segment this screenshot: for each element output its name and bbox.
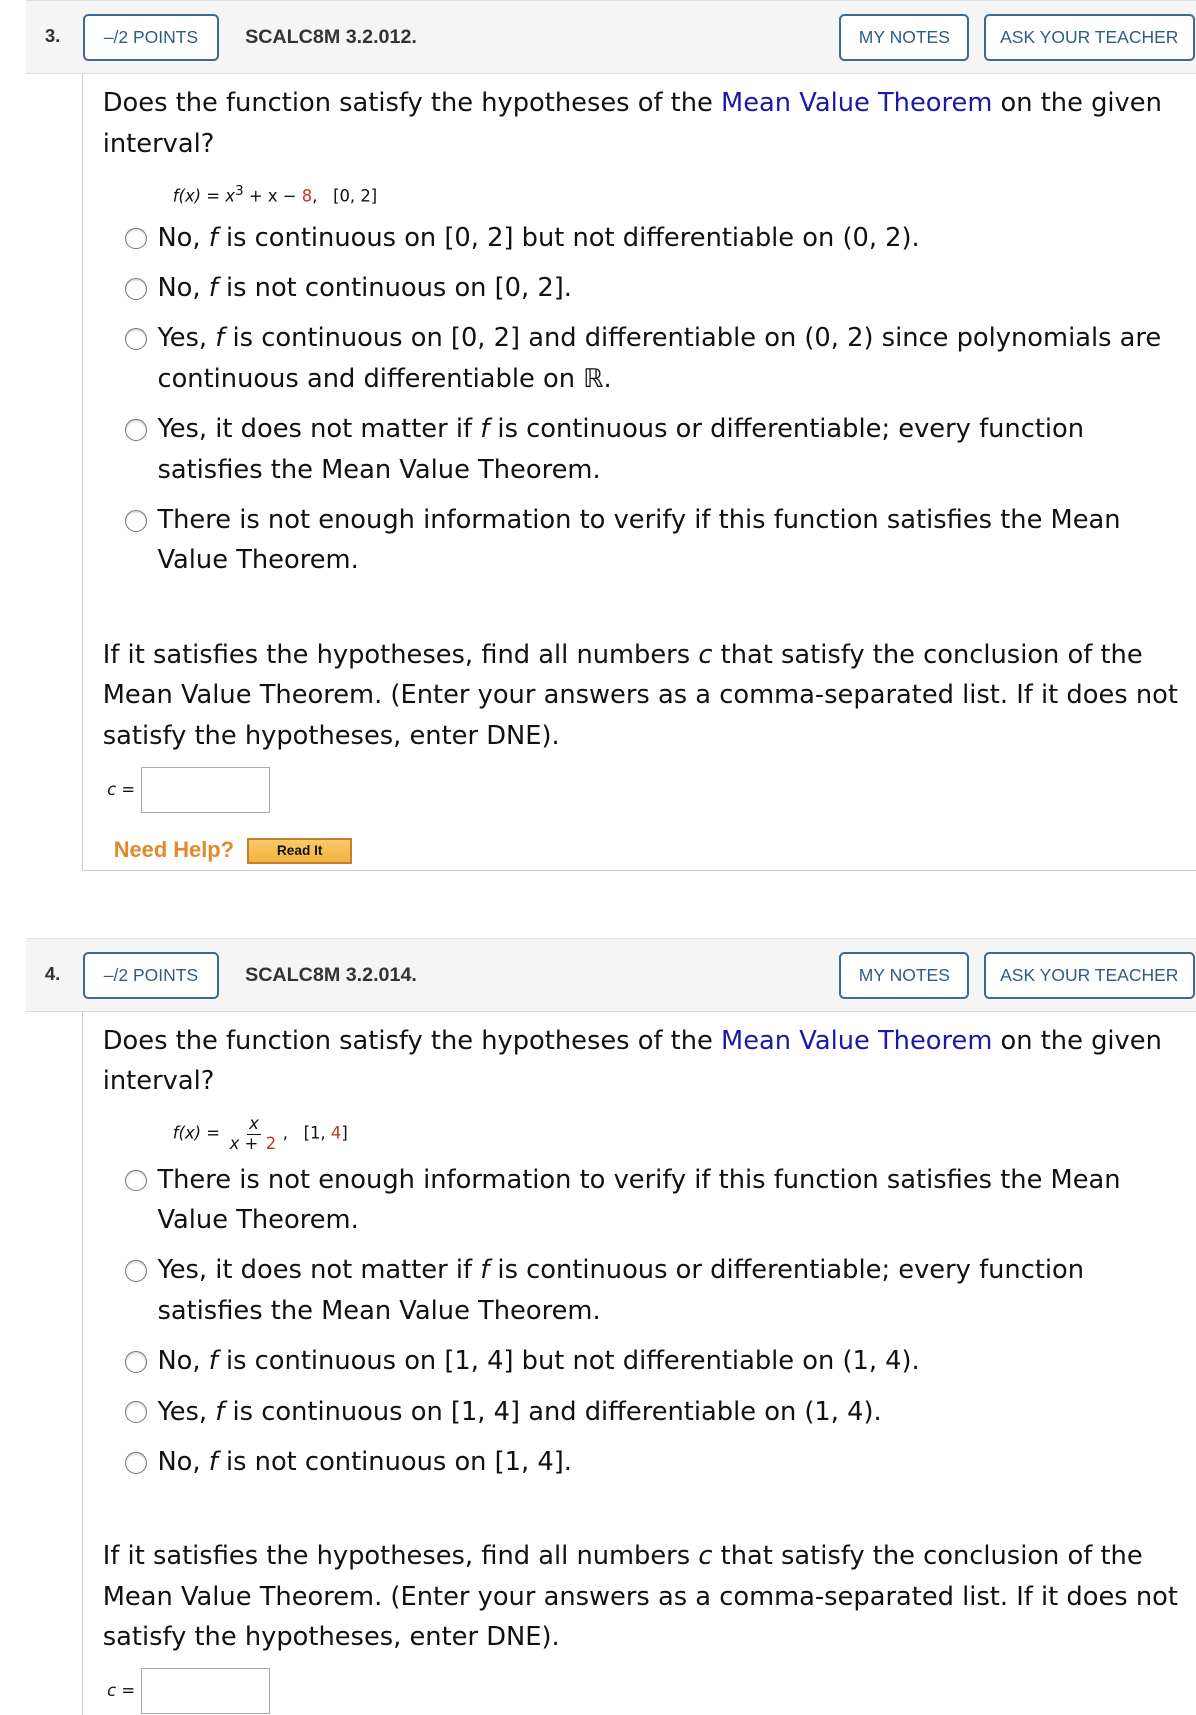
option-label: No, f is continuous on [0, 2] but not differentiable on (0, 2). [157, 222, 920, 253]
radio-button[interactable] [125, 510, 147, 532]
radio-button[interactable] [125, 328, 147, 350]
mean-value-theorem-link[interactable]: Mean Value Theorem [721, 88, 993, 119]
points-badge: –/2 POINTS [83, 952, 219, 999]
formula-constant: 8 [301, 186, 313, 206]
question-body [82, 1012, 1196, 1715]
question-reference: SCALC8M 3.2.014. [245, 963, 417, 986]
question-header [26, 938, 1196, 1012]
option[interactable] [125, 1250, 1196, 1331]
ask-your-teacher-button[interactable]: ASK YOUR TEACHER [984, 14, 1195, 61]
radio-button[interactable] [125, 1260, 147, 1282]
my-notes-button[interactable]: MY NOTES [839, 952, 969, 999]
radio-button[interactable] [125, 228, 147, 250]
formula-lhs: f(x) = [172, 1123, 226, 1143]
option-label: Yes, it does not matter if f is continuous or differentiable; every function satisfies the Mean Value Theorem. [157, 414, 1085, 485]
function-formula [173, 177, 1196, 211]
option-label: There is not enough information to verify if this function satisfies the Mean Value Theorem. [157, 505, 1121, 576]
option-label: No, f is not continuous on [0, 2]. [157, 273, 572, 304]
prompt-text: on the given interval? [102, 1025, 1162, 1097]
radio-button[interactable] [125, 1351, 147, 1373]
question-prompt [103, 1021, 1196, 1102]
option[interactable] [125, 500, 1196, 581]
option[interactable] [125, 1442, 1196, 1482]
option-label: Yes, f is continuous on [0, 2] and differentiable on (0, 2) since polynomials are continuous and differentiable on ℝ. [157, 323, 1162, 394]
formula-mid: + x − [243, 186, 302, 206]
mean-value-theorem-link[interactable]: Mean Value Theorem [721, 1025, 993, 1056]
fraction: $\frac{x}{x + 2}$ [229, 1113, 277, 1153]
c-answer-row [103, 767, 1196, 813]
radio-button[interactable] [125, 1401, 147, 1423]
c-label: c = [107, 1681, 136, 1701]
need-help-row [114, 830, 1196, 870]
formula-comma: , [312, 186, 318, 206]
question-4 [0, 938, 1196, 1715]
prompt-text: Does the function satisfy the hypotheses of the [102, 1025, 722, 1056]
option[interactable] [125, 318, 1196, 399]
option-label: There is not enough information to verify if this function satisfies the Mean Value Theorem. [157, 1164, 1121, 1236]
option[interactable] [125, 409, 1196, 490]
find-c-prompt: If it satisfies the hypotheses, find all numbers c that satisfy the conclusion of the Mean Value Theorem. (Enter your answers as a comma-separated list. If it does not satisfy the hypotheses, enter DNE). [102, 639, 1178, 751]
radio-button[interactable] [125, 1452, 147, 1474]
find-c-prompt: If it satisfies the hypotheses, find all numbers c that satisfy the conclusion of the Mean Value Theorem. (Enter your answers as a comma-separated list. If it does not satisfy the hypotheses, enter DNE). [102, 1541, 1178, 1653]
formula-lhs: f(x) = x [172, 186, 235, 206]
option-label: No, f is continuous on [1, 4] but not differentiable on (1, 4). [157, 1346, 920, 1377]
my-notes-button[interactable]: MY NOTES [839, 14, 969, 61]
option-label: No, f is not continuous on [1, 4]. [157, 1446, 572, 1477]
question-number: 3. [44, 25, 61, 47]
points-badge: –/2 POINTS [83, 14, 219, 61]
c-answer-input[interactable] [141, 1668, 270, 1714]
c-answer-input[interactable] [141, 767, 270, 813]
radio-button[interactable] [125, 419, 147, 441]
option[interactable] [125, 218, 1196, 258]
question-prompt [103, 83, 1196, 164]
option[interactable] [125, 1341, 1196, 1381]
read-it-button[interactable]: Read It [247, 838, 352, 864]
answer-options [125, 218, 1196, 581]
radio-button[interactable] [125, 1170, 147, 1192]
need-help-label: Need Help? [113, 837, 235, 863]
function-formula: f(x) = $\frac{x}{x + 2}$ , [1, 4] [172, 1113, 348, 1153]
question-reference: SCALC8M 3.2.012. [245, 26, 417, 49]
question-number: 4. [44, 962, 61, 984]
formula-interval: [0, 2] [333, 186, 378, 206]
ask-your-teacher-button[interactable]: ASK YOUR TEACHER [984, 952, 1195, 999]
answer-options [125, 1160, 1196, 1483]
question-header [26, 0, 1196, 74]
c-label: c = [107, 779, 136, 799]
option[interactable] [125, 1392, 1196, 1432]
question-body [82, 74, 1196, 871]
radio-button[interactable] [125, 278, 147, 300]
option-label: Yes, f is continuous on [1, 4] and differentiable on (1, 4). [157, 1396, 882, 1427]
option[interactable] [125, 1160, 1196, 1241]
option-label: Yes, it does not matter if f is continuous or differentiable; every function satisfies the Mean Value Theorem. [157, 1255, 1085, 1326]
c-answer-row [103, 1668, 1196, 1714]
prompt-text: Does the function satisfy the hypotheses of the [102, 88, 722, 119]
formula-exponent: 3 [234, 183, 244, 200]
prompt-text: on the given interval? [102, 88, 1162, 159]
formula-interval: [1, 4] [303, 1123, 348, 1143]
option[interactable] [125, 268, 1196, 308]
